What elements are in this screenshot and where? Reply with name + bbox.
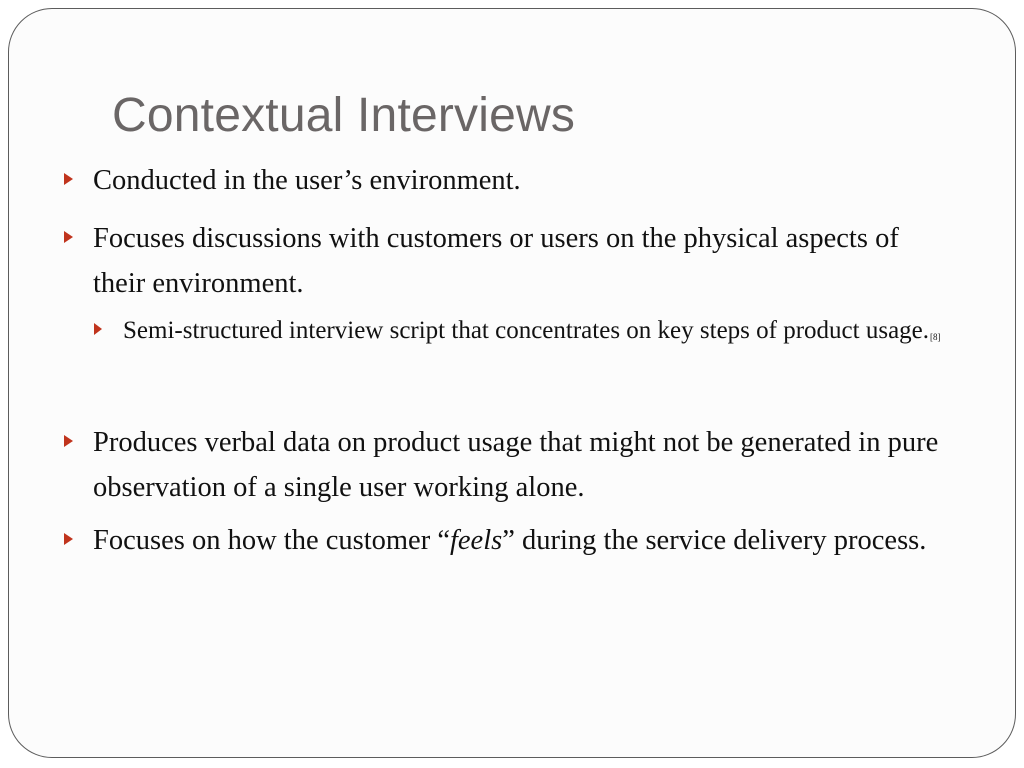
bullet-text — [93, 518, 944, 563]
triangle-bullet-icon — [64, 231, 73, 243]
bullet-item — [64, 158, 944, 203]
triangle-bullet-icon — [64, 435, 73, 447]
sub-bullet-text — [123, 310, 954, 356]
citation-marker: [8] — [930, 332, 941, 342]
triangle-bullet-icon — [94, 323, 102, 335]
bullet-item — [64, 420, 944, 510]
bullet-text: Produces verbal data on product usage that might not be generated in pure observation of a single user working alone. — [93, 427, 939, 503]
emphasized-word: feels — [449, 525, 503, 556]
bullet-item — [64, 518, 944, 563]
sub-bullet-item — [94, 310, 954, 356]
triangle-bullet-icon — [64, 173, 73, 185]
bullet-text-prefix: Focuses on how the customer “ — [93, 525, 450, 556]
sub-bullet-body: Semi-structured interview script that concentrates on key steps of product usage. — [123, 317, 930, 344]
slide-title: Contextual Interviews — [112, 89, 576, 142]
bullet-text: Conducted in the user’s environment. — [93, 165, 521, 196]
bullet-item — [64, 216, 944, 306]
bullet-text: Focuses discussions with customers or users on the physical aspects of their environment. — [93, 223, 899, 299]
bullet-text-suffix: ” during the service delivery process. — [502, 525, 927, 556]
triangle-bullet-icon — [64, 533, 73, 545]
